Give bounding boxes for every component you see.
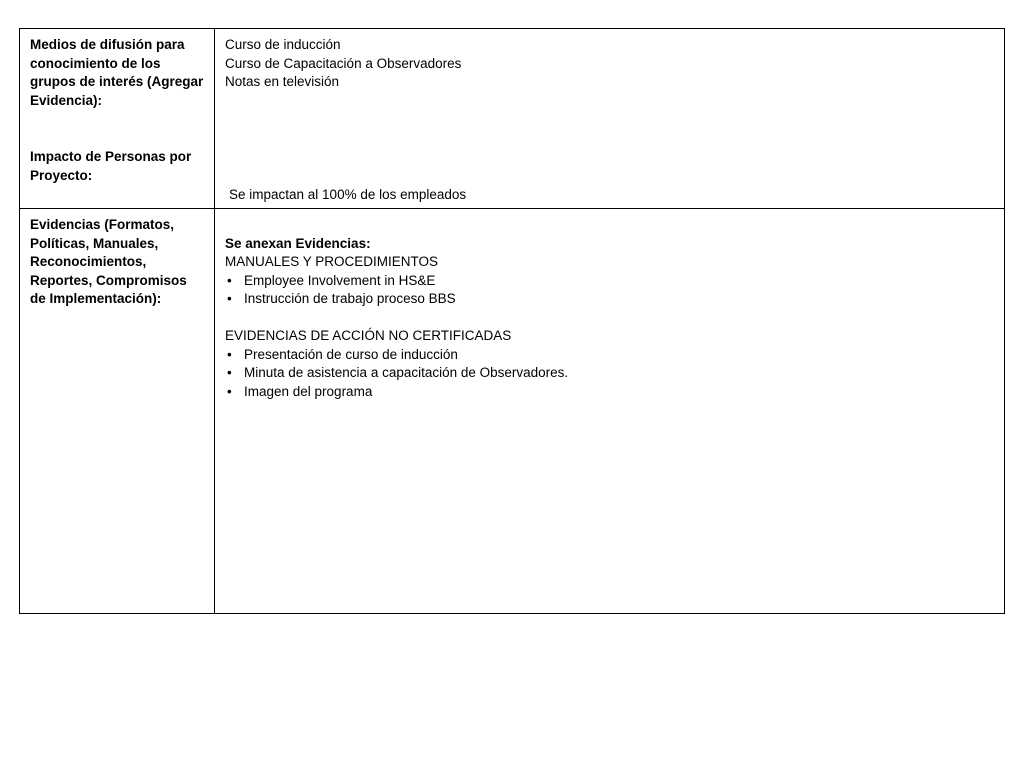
media-item: Curso de Capacitación a Observadores [225, 55, 462, 71]
spacer [225, 309, 994, 328]
cell-right-evidence [215, 209, 1004, 613]
list-item [225, 290, 994, 309]
list-item [225, 346, 994, 365]
section-title-uncertified: EVIDENCIAS DE ACCIÓN NO CERTIFICADAS [225, 328, 512, 343]
table-row-dissemination [20, 29, 1004, 209]
list-item [225, 383, 994, 402]
bullet-icon: • [227, 291, 232, 306]
list-item [225, 364, 994, 383]
list-item-text: Presentación de curso de inducción [244, 346, 458, 362]
evidence-heading: Se anexan Evidencias: [225, 235, 371, 251]
bullet-icon: • [227, 272, 232, 288]
list-item [225, 272, 994, 291]
uncertified-list [225, 346, 994, 402]
bullet-icon: • [227, 383, 232, 399]
bullet-icon: • [227, 346, 232, 362]
label-evidence: Evidencias (Formatos, Políticas, Manuales, Reconocimientos, Reportes, Compromisos de Implementación): [30, 217, 187, 306]
impact-value: Se impactan al 100% de los empleados [229, 187, 467, 202]
spacer [225, 216, 994, 235]
list-item-text: Imagen del programa [244, 383, 373, 399]
cell-right-dissemination [215, 29, 1004, 208]
media-item: Curso de inducción [225, 37, 341, 52]
cell-left-evidence [20, 209, 215, 613]
section-title-manuals: MANUALES Y PROCEDIMIENTOS [225, 254, 439, 269]
list-item-text: Instrucción de trabajo proceso BBS [244, 291, 456, 306]
list-item-text: Employee Involvement in HS&E [244, 272, 436, 288]
table-row-evidence [20, 209, 1004, 613]
label-dissemination-media: Medios de difusión para conocimiento de los grupos de interés (Agregar Evidencia): [30, 37, 204, 108]
list-item-text: Minuta de asistencia a capacitación de Observadores. [244, 365, 569, 380]
manuals-list [225, 272, 994, 309]
cell-left-dissemination [20, 29, 215, 208]
label-people-impact: Impacto de Personas por Proyecto: [30, 149, 192, 183]
bullet-icon: • [227, 365, 232, 380]
media-item: Notas en televisión [225, 74, 340, 89]
evidence-table [19, 28, 1005, 614]
